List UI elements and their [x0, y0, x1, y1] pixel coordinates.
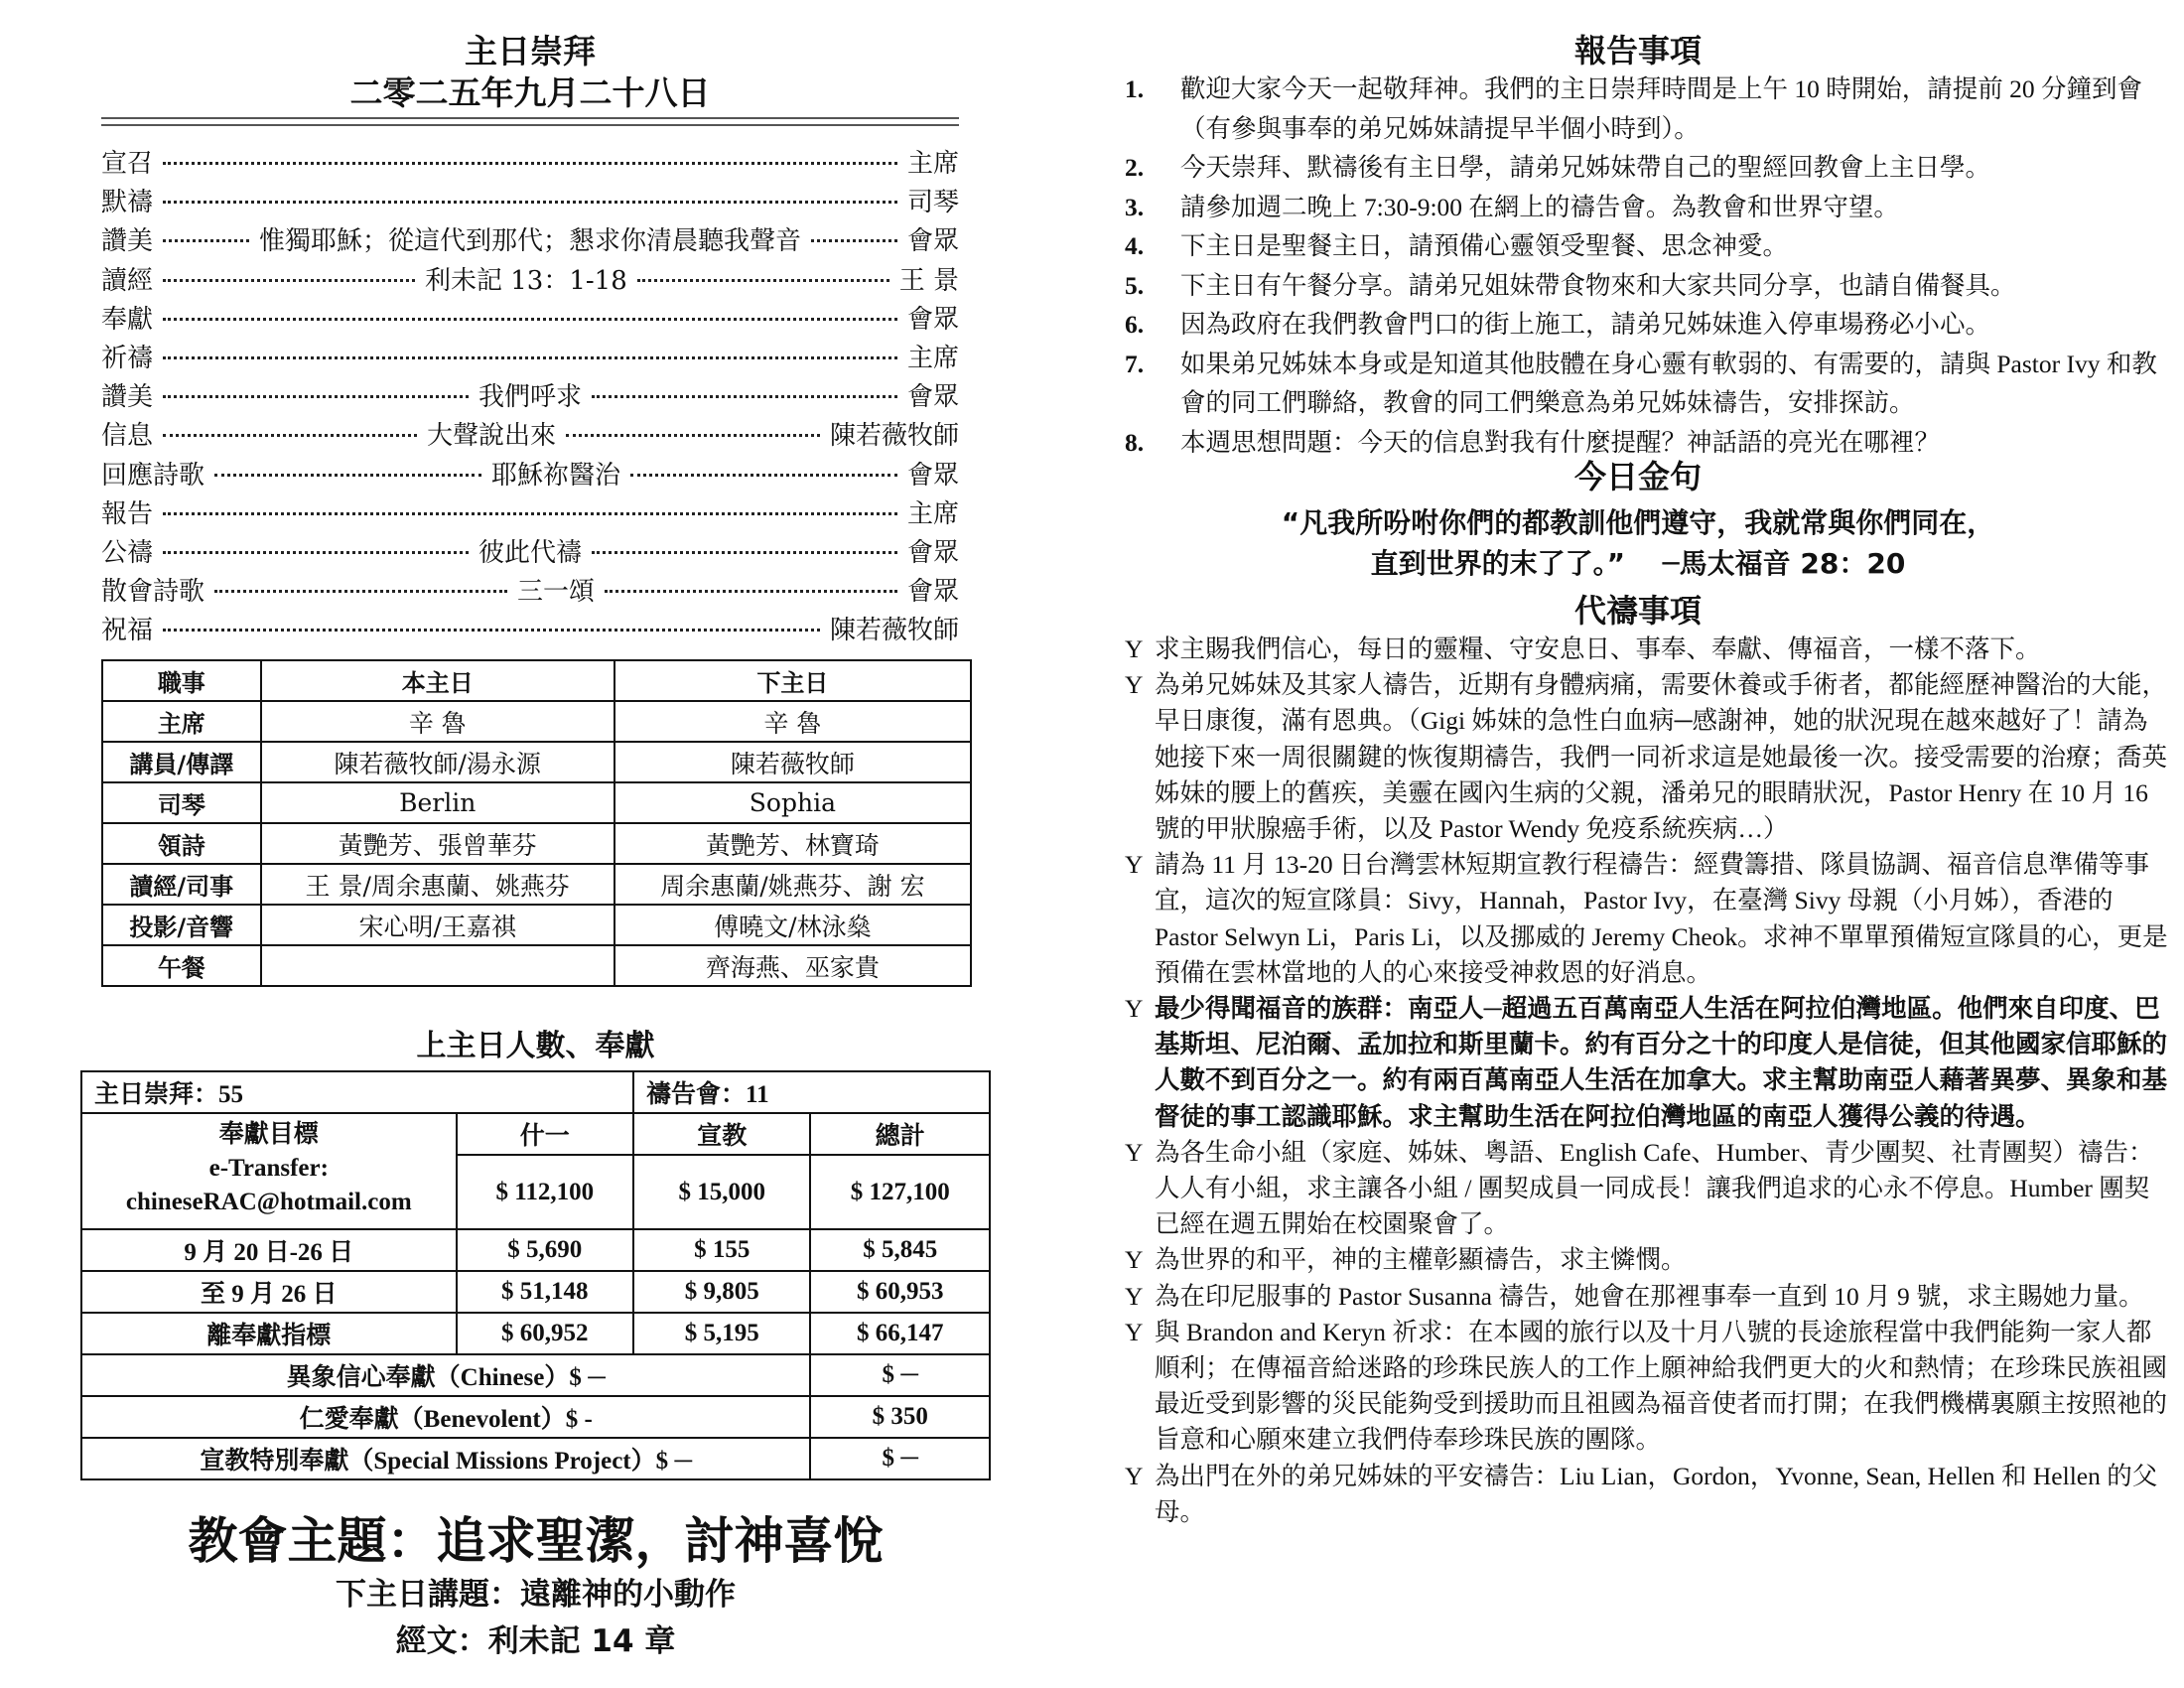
- order-row: [101, 337, 959, 375]
- order-item: 回應詩歌: [101, 460, 205, 491]
- staff-this-sunday: 辛 魯: [261, 701, 614, 742]
- bullet-icon: Y: [1125, 1281, 1144, 1311]
- offering-mission: $ 5,195: [633, 1313, 810, 1354]
- offering-period: 離奉獻指標: [81, 1313, 457, 1354]
- staff-next-sunday: 齊海燕、巫家貴: [614, 945, 971, 986]
- staff-role: 投影/音響: [102, 905, 261, 945]
- staff-next-sunday: 傅曉文/林泳燊: [614, 905, 971, 945]
- church-theme: 教會主題：追求聖潔，討神喜悅: [188, 1512, 884, 1570]
- announcement-number: 3.: [1125, 192, 1145, 221]
- announcement-number: 7.: [1125, 349, 1145, 378]
- announcement-text: 因為政府在我們教會門口的街上施工，請弟兄姊妹進入停車場務必小心。: [1180, 310, 1991, 339]
- prayer-item: [1125, 667, 2172, 847]
- offering-period: 至 9 月 26 日: [81, 1271, 457, 1313]
- bullet-icon: Y: [1125, 634, 1144, 663]
- offering-tithe: $ 51,148: [457, 1271, 634, 1313]
- announcement-text: 歡迎大家今天一起敬拜神。我們的主日崇拜時間是上午 10 時開始，請提前 20 分鐘到會（有參與事奉的弟兄姊妹請提早半個小時到）。: [1180, 74, 2143, 143]
- dot-leader: [214, 590, 507, 593]
- dot-leader: [163, 162, 897, 165]
- order-item: 讚美: [101, 382, 154, 413]
- prayer-item: [1125, 1135, 2172, 1243]
- attendance-prayer: 禱告會：11: [633, 1071, 990, 1113]
- announcement-item: [1125, 148, 2167, 188]
- order-person: 王 景: [898, 265, 960, 296]
- prayer-list: [1125, 632, 2172, 1530]
- offering-mission: $ 155: [633, 1229, 810, 1271]
- order-person: 主席: [906, 149, 959, 180]
- dot-leader: [163, 356, 897, 359]
- bullet-icon: Y: [1125, 850, 1144, 880]
- order-row: [101, 219, 959, 258]
- announcement-number: 1.: [1125, 74, 1145, 103]
- announcement-item: [1125, 226, 2167, 266]
- announcement-number: 2.: [1125, 153, 1145, 182]
- staff-header-row: [102, 660, 971, 701]
- special-offering-total: $ ─: [810, 1438, 990, 1479]
- dot-leader: [605, 590, 897, 593]
- offering-row: [81, 1271, 990, 1313]
- staff-role: 讀經/司事: [102, 864, 261, 905]
- order-item: 報告: [101, 498, 154, 529]
- target-mission: $ 15,000: [633, 1155, 810, 1229]
- order-detail: 耶穌祢醫治: [491, 460, 621, 491]
- staff-next-sunday: 黃艷芳、林寶琦: [614, 823, 971, 864]
- announcements-heading: 報告事項: [1573, 32, 1702, 70]
- announcement-item: [1125, 188, 2167, 227]
- staff-this-sunday: 王 景/周余惠蘭、姚燕芬: [261, 864, 614, 905]
- dot-leader: [163, 279, 415, 282]
- prayer-item: [1125, 1459, 2172, 1530]
- order-detail: 彼此代禱: [478, 537, 583, 568]
- worship-title: 主日崇拜: [465, 32, 596, 70]
- offering-total: $ 60,953: [810, 1271, 990, 1313]
- order-item: 讚美: [101, 226, 154, 257]
- announcement-item: [1125, 70, 2167, 148]
- staff-row: [102, 864, 971, 905]
- announcement-text: 請參加週二晚上 7:30-9:00 在網上的禱告會。為教會和世界守望。: [1180, 192, 1899, 221]
- order-person: 主席: [906, 498, 959, 529]
- prayer-text: 為弟兄姊妹及其家人禱告，近期有身體病痛，需要休養或手術者，都能經歷神醫治的大能，早日康復，滿有恩典。（Gigi 姊妹的急性白血病─感謝神，她的狀況現在越來越好了！請為她接下來一周很關鍵的恢復期禱告，我們一同祈求這是她最後一次。接受需要的治療；喬英姊妹的腰上的舊疾，美靈在國內生病的父親，潘弟兄的眼睛狀況，Pastor Henry 在 10 月 16 號的甲狀腺癌手術，以及 Pastor Wendy 免疫系統疾病…）: [1155, 670, 2168, 844]
- order-person: 會眾: [907, 382, 960, 413]
- attendance-row: [81, 1071, 990, 1113]
- dot-leader: [592, 395, 897, 398]
- header-tithe: 什一: [457, 1113, 634, 1155]
- header-this-sunday: 本主日: [261, 660, 614, 701]
- bullet-icon: Y: [1125, 1461, 1144, 1490]
- dot-leader: [163, 551, 469, 554]
- prayer-item: [1125, 1315, 2172, 1459]
- attendance-worship: 主日崇拜：55: [81, 1071, 633, 1113]
- order-row: [101, 181, 959, 219]
- staff-role: 講員/傳譯: [102, 742, 261, 782]
- worship-date: 二零二五年九月二十八日: [349, 73, 711, 112]
- staff-next-sunday: 周余惠蘭/姚燕芬、謝 宏: [614, 864, 971, 905]
- dot-leader: [163, 318, 897, 321]
- offering-row: [81, 1313, 990, 1354]
- staff-next-sunday: 辛 魯: [614, 701, 971, 742]
- order-person: 陳若薇牧師: [830, 421, 960, 452]
- bullet-icon: Y: [1125, 994, 1144, 1024]
- bullet-icon: Y: [1125, 1317, 1144, 1346]
- dot-leader: [163, 239, 249, 242]
- prayer-text: 請為 11 月 13-20 日台灣雲林短期宣教行程禱告：經費籌措、隊員協調、福音信息準備等事宜，這次的短宣隊員：Sivy，Hannah，Pastor Ivy，在臺灣 Sivy 母親（小月姊），香港的 Pastor Selwyn Li，Paris Li，以及挪威的 Jeremy Cheok。求神不單單預備短宣隊員的心，更是預備在雲林當地的人的心來接受神救恩的好消息。: [1155, 850, 2168, 987]
- dot-leader: [163, 395, 469, 398]
- announcements-list: [1125, 70, 2167, 462]
- dot-leader: [163, 512, 897, 515]
- staff-table: [101, 659, 972, 987]
- offering-row: [81, 1229, 990, 1271]
- announcement-text: 今天崇拜、默禱後有主日學，請弟兄姊妹帶自己的聖經回教會上主日學。: [1180, 153, 1991, 182]
- prayer-text: 求主賜我們信心，每日的靈糧、守安息日、事奉、奉獻、傳福音，一樣不落下。: [1155, 634, 2041, 663]
- offering-target-label: 奉獻目標: [218, 1121, 319, 1148]
- order-row: [101, 375, 959, 414]
- order-person: 會眾: [906, 304, 959, 335]
- dot-leader: [592, 551, 897, 554]
- special-offering-row: [81, 1438, 990, 1479]
- order-person: 司琴: [906, 188, 959, 218]
- prayer-text: 為世界的和平，神的主權彰顯禱告，求主憐憫。: [1155, 1245, 1687, 1275]
- prayer-heading: 代禱事項: [1573, 592, 1702, 630]
- staff-row: [102, 823, 971, 864]
- next-sermon-scripture: 經文：利未記 14 章: [395, 1623, 676, 1659]
- staff-this-sunday: 陳若薇牧師/湯永源: [261, 742, 614, 782]
- golden-verse-line-2: 直到世界的末了了。” ─馬太福音 28：20: [1370, 547, 1906, 580]
- offering-tithe: $ 60,952: [457, 1313, 634, 1354]
- staff-this-sunday: [261, 945, 614, 986]
- staff-row: [102, 742, 971, 782]
- offering-header-row: [81, 1113, 990, 1155]
- order-detail: 大聲說出來: [427, 421, 557, 452]
- staff-role: 司琴: [102, 782, 261, 823]
- header-role: 職事: [102, 660, 261, 701]
- special-offering-row: [81, 1396, 990, 1438]
- dot-leader: [811, 239, 897, 242]
- staff-row: [102, 701, 971, 742]
- double-divider: [101, 117, 959, 126]
- special-offering-row: [81, 1354, 990, 1396]
- offering-total: $ 5,845: [810, 1229, 990, 1271]
- order-of-service: [101, 142, 959, 647]
- header-total: 總計: [810, 1113, 990, 1155]
- bullet-icon: Y: [1125, 1245, 1144, 1275]
- dot-leader: [637, 279, 889, 282]
- order-item: 奉獻: [101, 304, 154, 335]
- order-item: 讀經: [101, 265, 154, 296]
- header-next-sunday: 下主日: [614, 660, 971, 701]
- offering-target-cell: [81, 1113, 457, 1229]
- staff-row: [102, 905, 971, 945]
- dot-leader: [163, 201, 897, 204]
- dot-leader: [630, 474, 897, 477]
- special-offering-label: 宣教特別奉獻（Special Missions Project）$ ─: [81, 1438, 810, 1479]
- order-detail: 我們呼求: [478, 382, 583, 413]
- prayer-item: [1125, 847, 2172, 991]
- announcement-text: 下主日有午餐分享。請弟兄姐妹帶食物來和大家共同分享，也請自備餐具。: [1180, 270, 2016, 300]
- order-detail: 惟獨耶穌；從這代到那代；懇求你清晨聽我聲音: [259, 226, 802, 257]
- offering-total: $ 66,147: [810, 1313, 990, 1354]
- staff-role: 午餐: [102, 945, 261, 986]
- prayer-text: 最少得聞福音的族群：南亞人─超過五百萬南亞人生活在阿拉伯灣地區。他們來自印度、巴基斯坦、尼泊爾、孟加拉和斯里蘭卡。約有百分之十的印度人是信徒，但其他國家信耶穌的人數不到百分之一。約有兩百萬南亞人生活在加拿大。求主幫助南亞人藉著異夢、異象和基督徒的事工認識耶穌。求主幫助生活在阿拉伯灣地區的南亞人獲得公義的待遇。: [1155, 994, 2168, 1131]
- order-row: [101, 492, 959, 531]
- order-item: 信息: [101, 421, 154, 452]
- special-offering-total: $ 350: [810, 1396, 990, 1438]
- order-row: [101, 609, 959, 647]
- staff-this-sunday: 宋心明/王嘉祺: [261, 905, 614, 945]
- announcement-text: 下主日是聖餐主日，請預備心靈領受聖餐、思念神愛。: [1180, 231, 1789, 260]
- order-person: 會眾: [907, 460, 960, 491]
- header-mission: 宣教: [633, 1113, 810, 1155]
- bullet-icon: Y: [1125, 670, 1144, 700]
- prayer-item: [1125, 1242, 2172, 1278]
- prayer-item: [1125, 632, 2172, 667]
- staff-this-sunday: 黃艷芳、張曾華芬: [261, 823, 614, 864]
- prayer-text: 為在印尼服事的 Pastor Susanna 禱告，她會在那裡事奉一直到 10 月 9 號，求主賜她力量。: [1155, 1281, 2144, 1311]
- special-offering-label: 異象信心奉獻（Chinese）$ ─: [81, 1354, 810, 1396]
- announcement-number: 4.: [1125, 231, 1145, 260]
- golden-verse-heading: 今日金句: [1573, 458, 1702, 495]
- staff-row: [102, 945, 971, 986]
- order-detail: 三一頌: [517, 577, 596, 608]
- next-sermon-title: 下主日講題：遠離神的小動作: [336, 1577, 736, 1613]
- order-item: 默禱: [101, 188, 154, 218]
- prayer-item: [1125, 991, 2172, 1135]
- order-item: 祈禱: [101, 344, 154, 374]
- etransfer-email: chineseRAC@hotmail.com: [125, 1189, 412, 1215]
- order-row: [101, 531, 959, 570]
- order-row: [101, 454, 959, 492]
- bullet-icon: Y: [1125, 1137, 1144, 1167]
- order-row: [101, 298, 959, 337]
- staff-row: [102, 782, 971, 823]
- announcement-number: 5.: [1125, 270, 1145, 300]
- order-item: 祝福: [101, 616, 154, 646]
- dot-leader: [214, 474, 481, 477]
- order-person: 主席: [906, 344, 959, 374]
- announcement-text: 如果弟兄姊妹本身或是知道其他肢體在身心靈有軟弱的、有需要的，請與 Pastor Ivy 和教會的同工們聯絡，教會的同工們樂意為弟兄姊妹禱告，安排探訪。: [1180, 349, 2157, 417]
- announcement-number: 6.: [1125, 310, 1145, 339]
- dot-leader: [566, 434, 820, 437]
- dot-leader: [163, 629, 820, 632]
- prayer-text: 與 Brandon and Keryn 祈求：在本國的旅行以及十月八號的長途旅程當中我們能夠一家人都順利；在傳福音給迷路的珍珠民族人的工作上願神給我們更大的火和熱情；在珍珠民族祖國最近受到影響的災民能夠受到援助而且祖國為福音使者而打開；在我們機構裏願主按照祂的旨意和心願來建立我們侍奉珍珠民族的團隊。: [1155, 1317, 2168, 1455]
- order-person: 會眾: [907, 577, 960, 608]
- order-item: 公禱: [101, 537, 154, 568]
- order-detail: 利未記 13：1-18: [425, 265, 627, 296]
- announcement-number: 8.: [1125, 427, 1145, 457]
- order-row: [101, 414, 959, 453]
- staff-next-sunday: Sophia: [614, 782, 971, 823]
- order-item: 散會詩歌: [101, 577, 205, 608]
- prayer-text: 為各生命小組（家庭、姊妹、粵語、English Cafe、Humber、青少團契、社青團契）禱告：人人有小組，求主讓各小組 / 團契成員一同成長！讓我們追求的心永不停息。Humber 團契已經在週五開始在校園聚會了。: [1155, 1137, 2154, 1239]
- order-person: 陳若薇牧師: [829, 616, 959, 646]
- offering-tithe: $ 5,690: [457, 1229, 634, 1271]
- prayer-text: 為出門在外的弟兄姊妹的平安禱告：Liu Lian，Gordon，Yvonne, Sean, Hellen 和 Hellen 的父母。: [1155, 1461, 2158, 1526]
- order-person: 會眾: [907, 537, 960, 568]
- announcement-text: 本週思想問題：今天的信息對我有什麼提醒？神話語的亮光在哪裡？: [1180, 427, 1941, 457]
- dot-leader: [163, 434, 417, 437]
- prayer-item: [1125, 1279, 2172, 1315]
- offering-mission: $ 9,805: [633, 1271, 810, 1313]
- staff-role: 主席: [102, 701, 261, 742]
- announcement-item: [1125, 305, 2167, 345]
- order-person: 會眾: [907, 226, 960, 257]
- offering-heading: 上主日人數、奉獻: [416, 1029, 655, 1063]
- offering-table: [80, 1070, 991, 1480]
- order-row: [101, 570, 959, 609]
- etransfer-label: e-Transfer:: [208, 1155, 329, 1182]
- announcement-item: [1125, 345, 2167, 423]
- announcement-item: [1125, 266, 2167, 306]
- staff-next-sunday: 陳若薇牧師: [614, 742, 971, 782]
- order-row: [101, 259, 959, 298]
- order-item: 宣召: [101, 149, 154, 180]
- offering-period: 9 月 20 日-26 日: [81, 1229, 457, 1271]
- special-offering-total: $ ─: [810, 1354, 990, 1396]
- special-offering-label: 仁愛奉獻（Benevolent）$ -: [81, 1396, 810, 1438]
- target-tithe: $ 112,100: [457, 1155, 634, 1229]
- order-row: [101, 142, 959, 181]
- staff-this-sunday: Berlin: [261, 782, 614, 823]
- target-total: $ 127,100: [810, 1155, 990, 1229]
- golden-verse-line-1: “凡我所吩咐你們的都教訓他們遵守，我就常與你們同在，: [1281, 506, 1995, 539]
- staff-role: 領詩: [102, 823, 261, 864]
